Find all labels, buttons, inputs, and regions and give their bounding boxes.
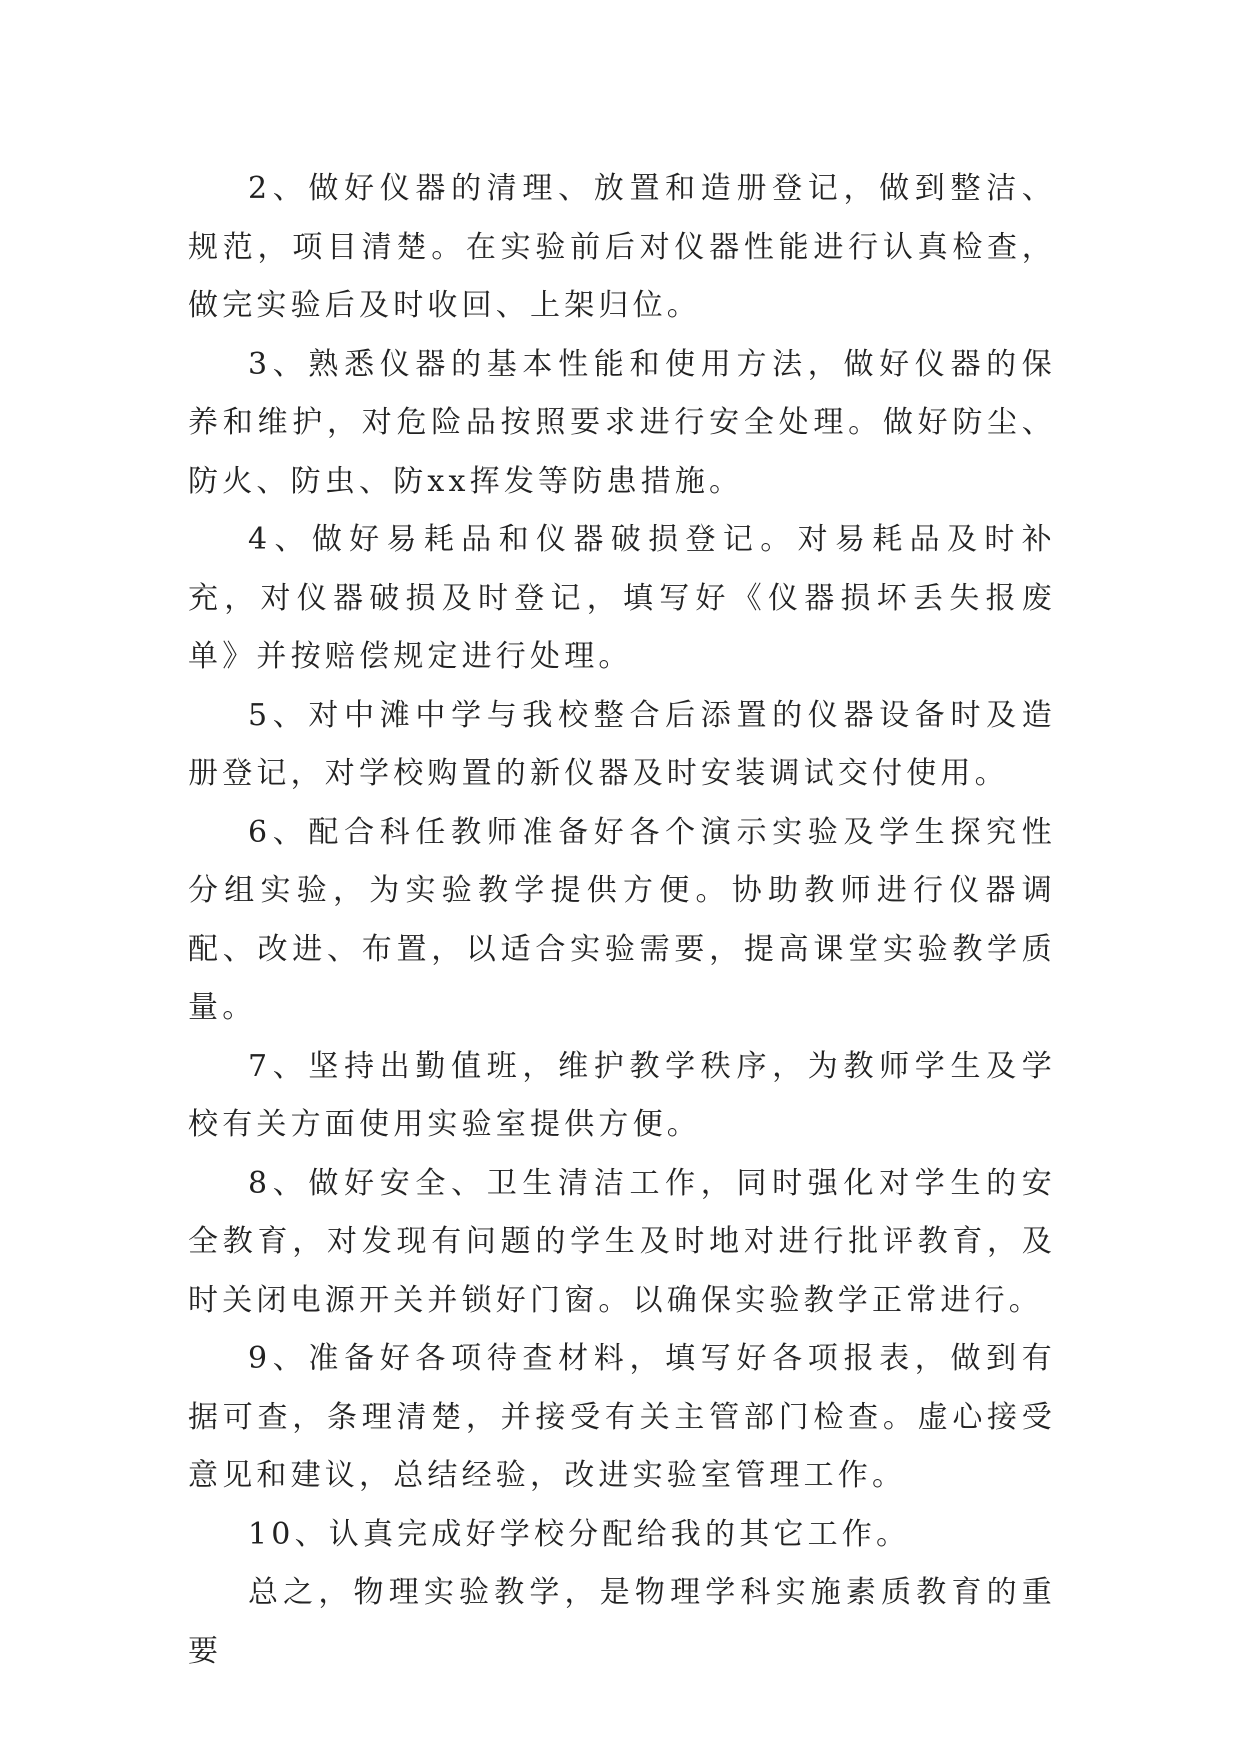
paragraph-item-2: 2、做好仪器的清理、放置和造册登记，做到整洁、规范，项目清楚。在实验前后对仪器性能进行认真检查，做完实验后及时收回、上架归位。: [188, 171, 1056, 323]
paragraph-item-3: 3、熟悉仪器的基本性能和使用方法，做好仪器的保养和维护，对危险品按照要求进行安全处理。做好防尘、防火、防虫、防xx挥发等防患措施。: [188, 346, 1056, 499]
paragraph-item-5: 5、对中滩中学与我校整合后添置的仪器设备时及造册登记，对学校购置的新仪器及时安装调试交付使用。: [188, 697, 1056, 791]
paragraph-item-6: 6、配合科任教师准备好各个演示实验及学生探究性分组实验，为实验教学提供方便。协助教师进行仪器调配、改进、布置，以适合实验需要，提高课堂实验教学质量。: [188, 814, 1056, 1025]
paragraph-item-10: 10、认真完成好学校分配给我的其它工作。: [248, 1516, 911, 1552]
document-body: [188, 160, 1056, 1681]
paragraph-item-8: 8、做好安全、卫生清洁工作，同时强化对学生的安全教育，对发现有问题的学生及时地对进行批评教育，及时关闭电源开关并锁好门窗。以确保实验教学正常进行。: [188, 1165, 1056, 1318]
paragraph-item-4: 4、做好易耗品和仪器破损登记。对易耗品及时补充，对仪器破损及时登记，填写好《仪器损坏丢失报废单》并按赔偿规定进行处理。: [188, 522, 1056, 674]
paragraph-item-9: 9、准备好各项待查材料，填写好各项报表，做到有据可查，条理清楚，并接受有关主管部门检查。虚心接受意见和建议，总结经验，改进实验室管理工作。: [188, 1341, 1056, 1493]
paragraph-summary: 总之，物理实验教学，是物理学科实施素质教育的重要: [188, 1575, 1056, 1669]
paragraph-item-7: 7、坚持出勤值班，维护教学秩序，为教师学生及学校有关方面使用实验室提供方便。: [188, 1048, 1056, 1142]
